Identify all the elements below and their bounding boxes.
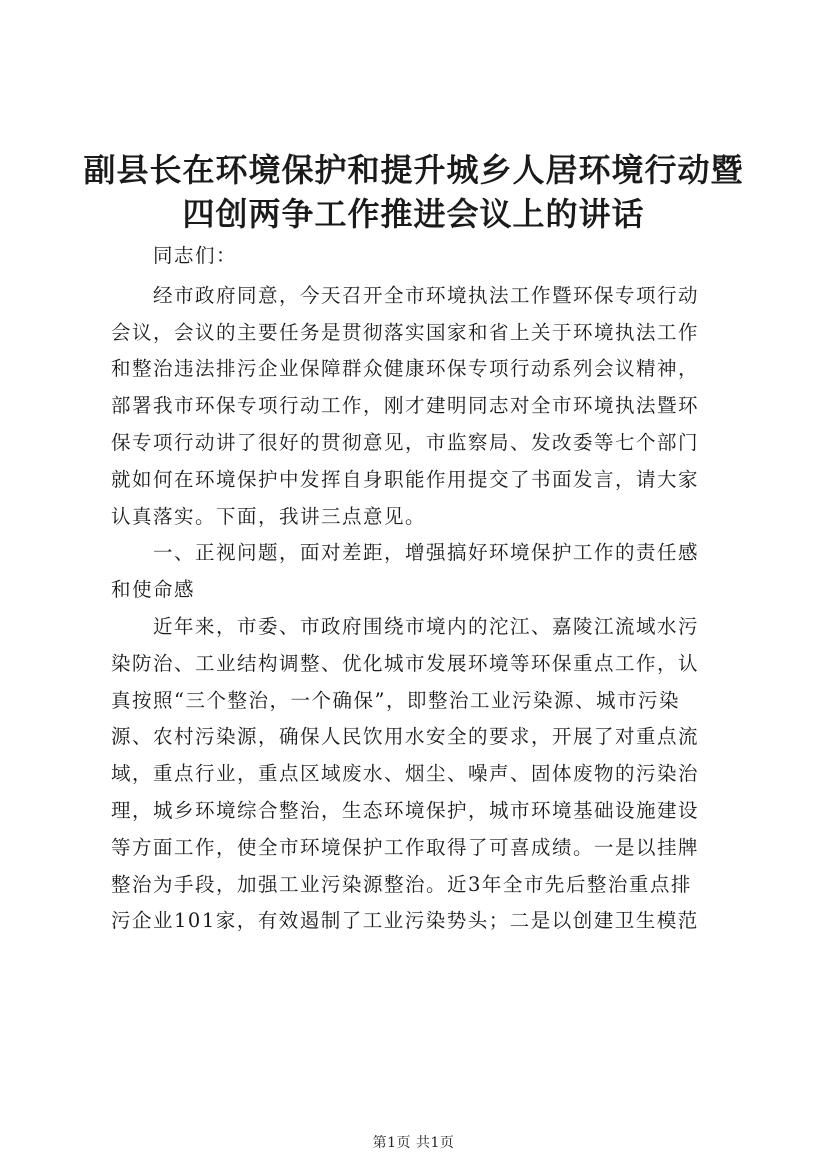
- paragraph-line: 就如何在环境保护中发挥自身职能作用提交了书面发言，请大家: [111, 467, 700, 491]
- page-footer: 第1页 共1页: [372, 1135, 455, 1151]
- paragraph-line: 经市政府同意，今天召开全市环境执法工作暨环保专项行动: [153, 283, 700, 307]
- paragraph-line: 真按照“三个整治，一个确保”，即整治工业污染源、城市污染: [111, 688, 680, 712]
- paragraph-line: 和整治违法排污企业保障群众健康环保专项行动系列会议精神，: [111, 357, 700, 381]
- section-heading-line: 一、正视问题，面对差距，增强搞好环境保护工作的责任感: [153, 541, 700, 565]
- section-heading-line: 和使命感: [111, 578, 196, 602]
- paragraph-line: 整治为手段，加强工业污染源整治。近3年全市先后整治重点排: [111, 872, 692, 896]
- paragraph-line: 污企业101家，有效遏制了工业污染势头；二是以创建卫生模范: [111, 909, 699, 933]
- salutation: 同志们：: [153, 244, 238, 267]
- document-title-line-1: 副县长在环境保护和提升城乡人居环境行动暨: [83, 151, 744, 189]
- paragraph-line: 近年来，市委、市政府围绕市境内的沱江、嘉陵江流域水污: [153, 614, 700, 638]
- paragraph-line: 等方面工作，使全市环境保护工作取得了可喜成绩。一是以挂牌: [111, 835, 700, 859]
- paragraph-line: 理，城乡环境综合整治，生态环境保护，城市环境基础设施建设: [111, 798, 700, 822]
- paragraph-line: 部署我市环保专项行动工作，刚才建明同志对全市环境执法暨环: [111, 394, 700, 418]
- paragraph-line: 染防治、工业结构调整、优化城市发展环境等环保重点工作，认: [111, 651, 700, 675]
- paragraph-line: 域，重点行业，重点区域废水、烟尘、噪声、固体废物的污染治: [111, 762, 700, 786]
- paragraph-line: 认真落实。下面，我讲三点意见。: [111, 504, 427, 528]
- document-title-line-2: 四创两争工作推进会议上的讲话: [182, 195, 645, 233]
- paragraph-line: 保专项行动讲了很好的贯彻意见，市监察局、发改委等七个部门: [111, 430, 700, 454]
- paragraph-line: 会议，会议的主要任务是贯彻落实国家和省上关于环境执法工作: [111, 320, 700, 344]
- document-body: [111, 238, 727, 940]
- paragraph-line: 源、农村污染源，确保人民饮用水安全的要求，开展了对重点流: [111, 725, 700, 749]
